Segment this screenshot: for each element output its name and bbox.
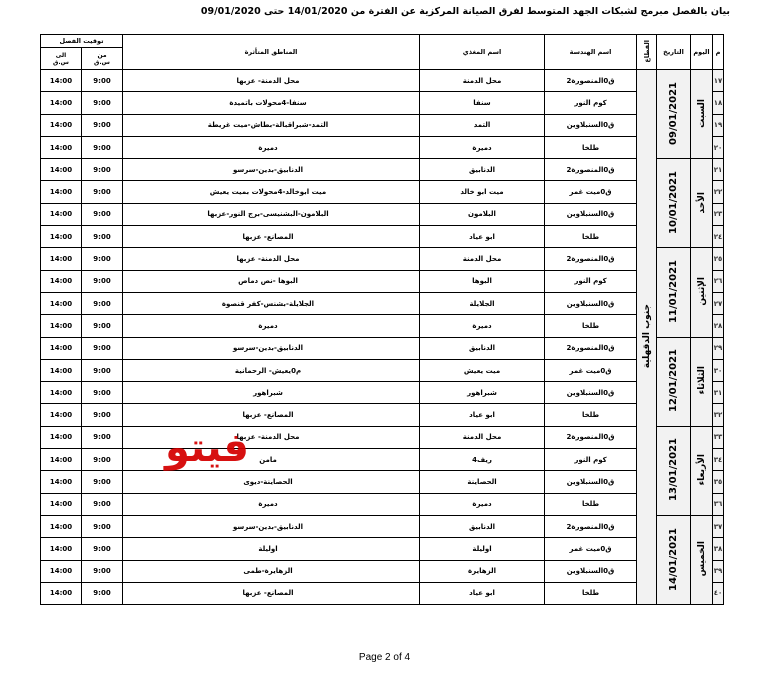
row-number: ٤٠ — [713, 582, 724, 604]
from-time-cell: 9:00 — [82, 315, 123, 337]
to-time-cell: 14:00 — [41, 181, 82, 203]
from-time-cell: 9:00 — [82, 270, 123, 292]
to-time-cell: 14:00 — [41, 270, 82, 292]
engineering-cell: كوم النور — [545, 92, 637, 114]
row-number: ٢٩ — [713, 337, 724, 359]
engineering-cell: طلخا — [545, 315, 637, 337]
engineering-cell: طلخا — [545, 226, 637, 248]
from-time-cell: 9:00 — [82, 114, 123, 136]
to-time-cell: 14:00 — [41, 203, 82, 225]
from-time-cell: 9:00 — [82, 337, 123, 359]
from-time-cell: 9:00 — [82, 136, 123, 158]
table-row — [41, 270, 724, 292]
engineering-cell: ق0ميت غمر — [545, 359, 637, 381]
areas-cell: الحصاينة-ديوى — [123, 471, 420, 493]
areas-cell: م0يعيش- الرحمانية — [123, 359, 420, 381]
table-row — [41, 159, 724, 181]
header-row — [41, 35, 724, 48]
to-time-cell: 14:00 — [41, 404, 82, 426]
areas-cell: سنفا-4محولات باتميدة — [123, 92, 420, 114]
row-number: ٣١ — [713, 382, 724, 404]
engineering-cell: ق0ميت غمر — [545, 538, 637, 560]
row-number: ٢٦ — [713, 270, 724, 292]
to-time-cell: 14:00 — [41, 359, 82, 381]
header-time: توقيت الفصل — [41, 35, 123, 48]
feeder-cell: الحصاينة — [420, 471, 545, 493]
row-number: ٢٣ — [713, 203, 724, 225]
engineering-cell: ق0المنصورة2 — [545, 70, 637, 92]
from-time-cell: 9:00 — [82, 203, 123, 225]
row-number: ٣٧ — [713, 515, 724, 537]
header-sector: القطاع — [637, 35, 657, 70]
row-number: ٢١ — [713, 159, 724, 181]
to-time-cell: 14:00 — [41, 560, 82, 582]
header-areas: المناطق المتأثرة — [123, 35, 420, 70]
watermark-logo: فيتو — [165, 425, 249, 471]
engineering-cell: ق0السنبلاوين — [545, 203, 637, 225]
table-row — [41, 382, 724, 404]
areas-cell: ميت ابوخالد-4محولات بميت يعيش — [123, 181, 420, 203]
day-cell: الأربعاء — [691, 426, 713, 515]
from-time-cell: 9:00 — [82, 404, 123, 426]
table-row — [41, 315, 724, 337]
areas-cell: المصانع- عزبها — [123, 226, 420, 248]
to-time-cell: 14:00 — [41, 226, 82, 248]
table-row — [41, 471, 724, 493]
feeder-cell: محل الدمنة — [420, 70, 545, 92]
engineering-cell: طلخا — [545, 136, 637, 158]
areas-cell: مامن — [123, 449, 420, 471]
areas-cell: اوليلة — [123, 538, 420, 560]
engineering-cell: ق0المنصورة2 — [545, 426, 637, 448]
table-row — [41, 449, 724, 471]
header-feeder: اسم المغذي — [420, 35, 545, 70]
date-cell: 14/01/2021 — [657, 515, 691, 604]
feeder-cell: ابو عياد — [420, 226, 545, 248]
feeder-cell: سنفا — [420, 92, 545, 114]
table-row — [41, 92, 724, 114]
from-time-cell: 9:00 — [82, 359, 123, 381]
engineering-cell: ق0السنبلاوين — [545, 292, 637, 314]
from-time-cell: 9:00 — [82, 538, 123, 560]
from-time-cell: 9:00 — [82, 560, 123, 582]
row-number: ٢٨ — [713, 315, 724, 337]
areas-cell: دميرة — [123, 315, 420, 337]
feeder-cell: شبراهور — [420, 382, 545, 404]
table-row — [41, 538, 724, 560]
areas-cell: الزهايرة-طمى — [123, 560, 420, 582]
table-row — [41, 181, 724, 203]
from-time-cell: 9:00 — [82, 226, 123, 248]
feeder-cell: اوليلة — [420, 538, 545, 560]
to-time-cell: 14:00 — [41, 70, 82, 92]
feeder-cell: ابو عياد — [420, 404, 545, 426]
to-time-cell: 14:00 — [41, 337, 82, 359]
areas-cell: الدنابيق-بدين-سرسو — [123, 159, 420, 181]
row-number: ١٩ — [713, 114, 724, 136]
row-number: ٣٩ — [713, 560, 724, 582]
engineering-cell: طلخا — [545, 582, 637, 604]
header-m: م — [713, 35, 724, 70]
date-cell: 10/01/2021 — [657, 159, 691, 248]
areas-cell: دميرة — [123, 136, 420, 158]
feeder-cell: ميت ابو خالد — [420, 181, 545, 203]
engineering-cell: طلخا — [545, 404, 637, 426]
areas-cell: شبراهور — [123, 382, 420, 404]
table-row — [41, 560, 724, 582]
from-time-cell: 9:00 — [82, 515, 123, 537]
engineering-cell: ق0المنصورة2 — [545, 248, 637, 270]
sector-cell: جنوب الدقهلية — [637, 70, 657, 605]
feeder-cell: دميرة — [420, 136, 545, 158]
feeder-cell: الدنابيق — [420, 159, 545, 181]
row-number: ٢٢ — [713, 181, 724, 203]
header-engineering: اسم الهندسة — [545, 35, 637, 70]
feeder-cell: الدنابيق — [420, 515, 545, 537]
engineering-cell: ق0ميت غمر — [545, 181, 637, 203]
areas-cell: محل الدمنة- عزبها — [123, 248, 420, 270]
areas-cell: دميرة — [123, 493, 420, 515]
document-title: بيان بالفصل مبرمج لشبكات الجهد المتوسط لفرق الصيانة المركزية عن الفترة من 14/01/2020 حتى 09/01/2020 — [200, 6, 730, 17]
areas-cell: الدنابيق-بدين-سرسو — [123, 515, 420, 537]
header-from: من س.ق — [82, 48, 123, 70]
to-time-cell: 14:00 — [41, 582, 82, 604]
date-cell: 12/01/2021 — [657, 337, 691, 426]
date-cell: 09/01/2021 — [657, 70, 691, 159]
from-time-cell: 9:00 — [82, 449, 123, 471]
day-cell: الخميس — [691, 515, 713, 604]
to-time-cell: 14:00 — [41, 315, 82, 337]
table-row — [41, 248, 724, 270]
day-cell: الإثنين — [691, 248, 713, 337]
engineering-cell: ق0المنصورة2 — [545, 159, 637, 181]
areas-cell: التمد-شبراقبالة-بطاش-ميت غريطة — [123, 114, 420, 136]
row-number: ٢٠ — [713, 136, 724, 158]
table-row — [41, 70, 724, 92]
row-number: ٣٣ — [713, 426, 724, 448]
engineering-cell: ق0السنبلاوين — [545, 471, 637, 493]
engineering-cell: كوم النور — [545, 270, 637, 292]
row-number: ٣٥ — [713, 471, 724, 493]
day-cell: السبت — [691, 70, 713, 159]
areas-cell: محل الدمنة- عزبها — [123, 70, 420, 92]
to-time-cell: 14:00 — [41, 248, 82, 270]
table-row — [41, 493, 724, 515]
areas-cell: البلامون-البشنيسى-برج النور-عزبها — [123, 203, 420, 225]
feeder-cell: الدنابيق — [420, 337, 545, 359]
header-to: الى س.ق — [41, 48, 82, 70]
day-cell: الثلاثاء — [691, 337, 713, 426]
row-number: ٣٢ — [713, 404, 724, 426]
feeder-cell: البلامون — [420, 203, 545, 225]
day-cell: الأحد — [691, 159, 713, 248]
feeder-cell: دميرة — [420, 315, 545, 337]
from-time-cell: 9:00 — [82, 471, 123, 493]
row-number: ٢٥ — [713, 248, 724, 270]
page-number: Page 2 of 4 — [358, 652, 411, 663]
header-day: اليوم — [691, 35, 713, 70]
row-number: ٢٧ — [713, 292, 724, 314]
schedule-body — [41, 70, 724, 605]
engineering-cell: ق0السنبلاوين — [545, 114, 637, 136]
row-number: ٣٨ — [713, 538, 724, 560]
engineering-cell: ق0السنبلاوين — [545, 382, 637, 404]
feeder-cell: محل الدمنة — [420, 248, 545, 270]
engineering-cell: كوم النور — [545, 449, 637, 471]
feeder-cell: دميرة — [420, 493, 545, 515]
table-row — [41, 226, 724, 248]
schedule-table — [40, 34, 724, 605]
areas-cell: محل الدمنة- عزبها — [123, 426, 420, 448]
table-row — [41, 404, 724, 426]
from-time-cell: 9:00 — [82, 70, 123, 92]
row-number: ٢٤ — [713, 226, 724, 248]
areas-cell: الدنابيق-بدين-سرسو — [123, 337, 420, 359]
table-row — [41, 292, 724, 314]
engineering-cell: طلخا — [545, 493, 637, 515]
engineering-cell: ق0المنصورة2 — [545, 515, 637, 537]
feeder-cell: التمد — [420, 114, 545, 136]
from-time-cell: 9:00 — [82, 582, 123, 604]
from-time-cell: 9:00 — [82, 248, 123, 270]
engineering-cell: ق0المنصورة2 — [545, 337, 637, 359]
to-time-cell: 14:00 — [41, 538, 82, 560]
row-number: ٣٠ — [713, 359, 724, 381]
from-time-cell: 9:00 — [82, 426, 123, 448]
feeder-cell: البوها — [420, 270, 545, 292]
to-time-cell: 14:00 — [41, 92, 82, 114]
areas-cell: المصانع- عزبها — [123, 404, 420, 426]
table-row — [41, 203, 724, 225]
from-time-cell: 9:00 — [82, 159, 123, 181]
date-cell: 11/01/2021 — [657, 248, 691, 337]
from-time-cell: 9:00 — [82, 181, 123, 203]
date-cell: 13/01/2021 — [657, 426, 691, 515]
row-number: ١٨ — [713, 92, 724, 114]
areas-cell: المصانع- عزبها — [123, 582, 420, 604]
engineering-cell: ق0السنبلاوين — [545, 560, 637, 582]
table-row — [41, 582, 724, 604]
row-number: ٣٦ — [713, 493, 724, 515]
table-row — [41, 426, 724, 448]
feeder-cell: الزهايرة — [420, 560, 545, 582]
feeder-cell: الجلايلة — [420, 292, 545, 314]
feeder-cell: ريف4 — [420, 449, 545, 471]
to-time-cell: 14:00 — [41, 114, 82, 136]
to-time-cell: 14:00 — [41, 136, 82, 158]
feeder-cell: ابو عياد — [420, 582, 545, 604]
table-row — [41, 337, 724, 359]
to-time-cell: 14:00 — [41, 292, 82, 314]
to-time-cell: 14:00 — [41, 493, 82, 515]
to-time-cell: 14:00 — [41, 471, 82, 493]
to-time-cell: 14:00 — [41, 382, 82, 404]
table-row — [41, 114, 724, 136]
from-time-cell: 9:00 — [82, 92, 123, 114]
row-number: ١٧ — [713, 70, 724, 92]
feeder-cell: محل الدمنة — [420, 426, 545, 448]
areas-cell: الجلايلة-بشنس-كفر قنصوة — [123, 292, 420, 314]
table-row — [41, 359, 724, 381]
feeder-cell: ميت يعيش — [420, 359, 545, 381]
table-row — [41, 515, 724, 537]
from-time-cell: 9:00 — [82, 493, 123, 515]
from-time-cell: 9:00 — [82, 292, 123, 314]
to-time-cell: 14:00 — [41, 426, 82, 448]
table-row — [41, 136, 724, 158]
header-date: التاريخ — [657, 35, 691, 70]
to-time-cell: 14:00 — [41, 449, 82, 471]
areas-cell: البوها -نص دماص — [123, 270, 420, 292]
from-time-cell: 9:00 — [82, 382, 123, 404]
to-time-cell: 14:00 — [41, 159, 82, 181]
row-number: ٣٤ — [713, 449, 724, 471]
to-time-cell: 14:00 — [41, 515, 82, 537]
